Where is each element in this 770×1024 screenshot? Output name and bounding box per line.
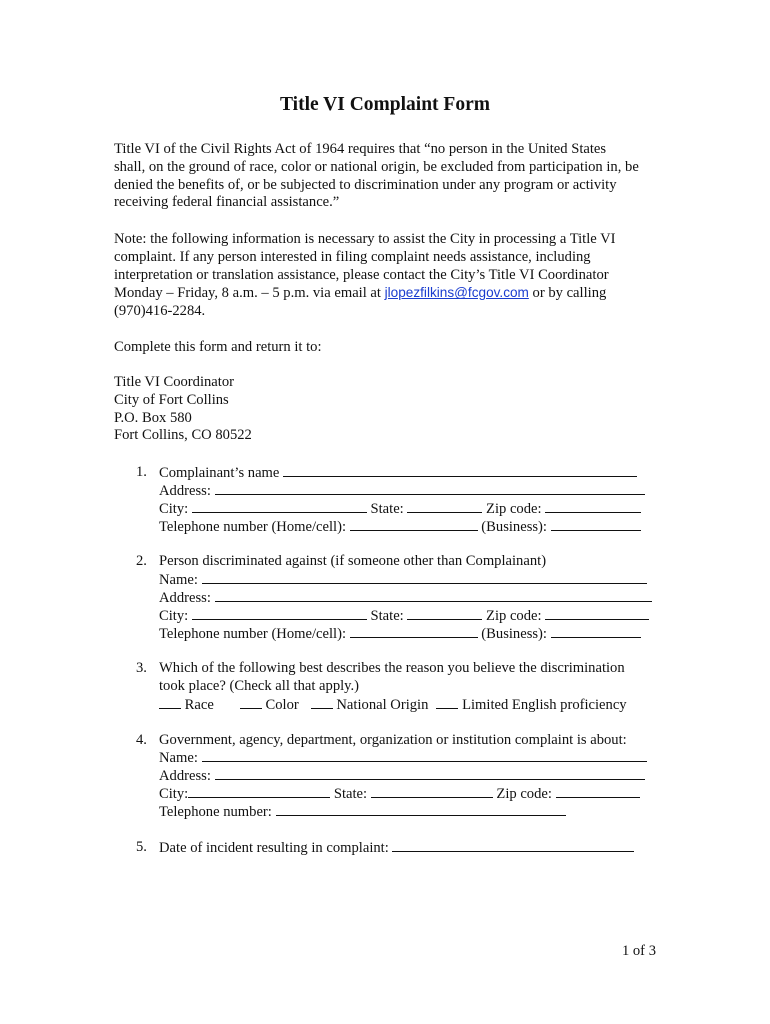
race-option-label: Race bbox=[184, 697, 214, 713]
complainant-city-row bbox=[159, 499, 641, 518]
agency-address-field[interactable] bbox=[215, 766, 645, 780]
incident-date-label: Date of incident resulting in complaint: bbox=[159, 840, 393, 856]
zip-label: Zip code: bbox=[482, 501, 546, 517]
address-line: Fort Collins, CO 80522 bbox=[114, 427, 252, 444]
city-label: City: bbox=[159, 501, 192, 517]
race-checkbox[interactable] bbox=[159, 695, 181, 709]
agency-name-field[interactable] bbox=[202, 748, 647, 762]
complainant-home-phone-field[interactable] bbox=[350, 517, 478, 531]
section-1-number: 1. bbox=[136, 464, 147, 480]
complainant-address-row bbox=[159, 481, 645, 500]
city-label: City: bbox=[159, 786, 189, 802]
intro-line: shall, on the ground of race, color or national origin, be excluded from participation in, be bbox=[114, 158, 639, 175]
victim-state-field[interactable] bbox=[407, 606, 482, 620]
intro-paragraph bbox=[114, 141, 674, 212]
agency-state-field[interactable] bbox=[371, 784, 493, 798]
note-line-phone: (970)416-2284. bbox=[114, 303, 206, 320]
section-4-heading: Government, agency, department, organization or institution complaint is about: bbox=[159, 732, 627, 748]
business-label: (Business): bbox=[477, 626, 551, 642]
address-line: Title VI Coordinator bbox=[114, 374, 234, 390]
note-line-suffix: or by calling bbox=[528, 285, 607, 302]
intro-line: Title VI of the Civil Rights Act of 1964 requires that “no person in the United States bbox=[114, 141, 607, 157]
note-line: Note: the following information is necessary to assist the City in processing a Title VI bbox=[114, 231, 616, 247]
agency-phone-row bbox=[159, 802, 566, 821]
address-label: Address: bbox=[159, 590, 215, 606]
incident-date-row bbox=[159, 838, 634, 857]
section-2-heading: Person discriminated against (if someone other than Complainant) bbox=[159, 553, 547, 569]
complainant-name-field[interactable] bbox=[283, 463, 637, 477]
state-label: State: bbox=[366, 501, 408, 517]
victim-phone-row bbox=[159, 624, 641, 643]
return-instruction: Complete this form and return it to: bbox=[114, 339, 322, 355]
name-label: Name: bbox=[159, 750, 202, 766]
victim-zip-field[interactable] bbox=[545, 606, 649, 620]
section-4-number: 4. bbox=[136, 732, 147, 748]
color-checkbox[interactable] bbox=[240, 695, 262, 709]
agency-phone-field[interactable] bbox=[276, 802, 566, 816]
incident-date-field[interactable] bbox=[392, 838, 634, 852]
section-3-question-line2: took place? (Check all that apply.) bbox=[159, 678, 360, 694]
victim-name-row bbox=[159, 570, 647, 589]
victim-address-field[interactable] bbox=[215, 588, 652, 602]
mailing-address bbox=[114, 374, 674, 445]
reason-options-row bbox=[159, 695, 627, 714]
complainant-zip-field[interactable] bbox=[545, 499, 641, 513]
complainant-name-row bbox=[159, 463, 637, 482]
section-5-number: 5. bbox=[136, 839, 147, 855]
victim-city-row bbox=[159, 606, 649, 625]
section-2-number: 2. bbox=[136, 553, 147, 569]
page-indicator: 1 of 3 bbox=[621, 943, 656, 959]
address-line: P.O. Box 580 bbox=[114, 409, 192, 426]
national-origin-option-label: National Origin bbox=[336, 697, 429, 713]
complainant-phone-row bbox=[159, 517, 641, 536]
intro-line: receiving federal financial assistance.” bbox=[114, 194, 340, 211]
phone-label: Telephone number: bbox=[159, 804, 276, 820]
note-line-contact bbox=[114, 284, 674, 303]
agency-address-row bbox=[159, 766, 645, 785]
address-label: Address: bbox=[159, 768, 215, 784]
color-option-label: Color bbox=[265, 697, 299, 713]
section-3-question-line1: Which of the following best describes the reason you believe the discrimination bbox=[159, 660, 625, 676]
note-line-prefix: Monday – Friday, 8 a.m. – 5 p.m. via email at bbox=[114, 285, 385, 302]
complainant-name-label: Complainant’s name bbox=[159, 465, 284, 481]
complainant-business-phone-field[interactable] bbox=[551, 517, 641, 531]
complainant-address-label: Address: bbox=[159, 483, 215, 499]
state-label: State: bbox=[366, 608, 408, 624]
limited-english-option-label: Limited English proficiency bbox=[462, 697, 627, 713]
agency-name-row bbox=[159, 748, 647, 767]
address-line: City of Fort Collins bbox=[114, 391, 229, 408]
limited-english-checkbox[interactable] bbox=[436, 695, 458, 709]
coordinator-email-link[interactable]: jlopezfilkins@fcgov.com bbox=[384, 285, 529, 301]
complainant-address-field[interactable] bbox=[215, 481, 645, 495]
agency-zip-field[interactable] bbox=[556, 784, 640, 798]
intro-line: denied the benefits of, or be subjected to discrimination under any program or activity bbox=[114, 176, 617, 193]
victim-address-row bbox=[159, 588, 652, 607]
victim-business-phone-field[interactable] bbox=[551, 624, 641, 638]
agency-city-field[interactable] bbox=[188, 784, 330, 798]
city-label: City: bbox=[159, 608, 192, 624]
phone-label: Telephone number (Home/cell): bbox=[159, 519, 350, 535]
page-title: Title VI Complaint Form bbox=[280, 94, 490, 115]
state-label: State: bbox=[330, 786, 371, 802]
victim-city-field[interactable] bbox=[192, 606, 367, 620]
section-3-number: 3. bbox=[136, 660, 147, 676]
note-line: complaint. If any person interested in filing complaint needs assistance, including bbox=[114, 248, 591, 265]
note-line: interpretation or translation assistance, please contact the City’s Title VI Coordinator bbox=[114, 266, 609, 283]
zip-label: Zip code: bbox=[482, 608, 546, 624]
name-label: Name: bbox=[159, 572, 202, 588]
agency-city-row bbox=[159, 784, 640, 803]
complainant-city-field[interactable] bbox=[192, 499, 367, 513]
victim-name-field[interactable] bbox=[202, 570, 647, 584]
zip-label: Zip code: bbox=[492, 786, 556, 802]
victim-home-phone-field[interactable] bbox=[350, 624, 478, 638]
note-paragraph bbox=[114, 231, 674, 321]
national-origin-checkbox[interactable] bbox=[311, 695, 333, 709]
phone-label: Telephone number (Home/cell): bbox=[159, 626, 350, 642]
business-label: (Business): bbox=[477, 519, 551, 535]
complainant-state-field[interactable] bbox=[407, 499, 482, 513]
